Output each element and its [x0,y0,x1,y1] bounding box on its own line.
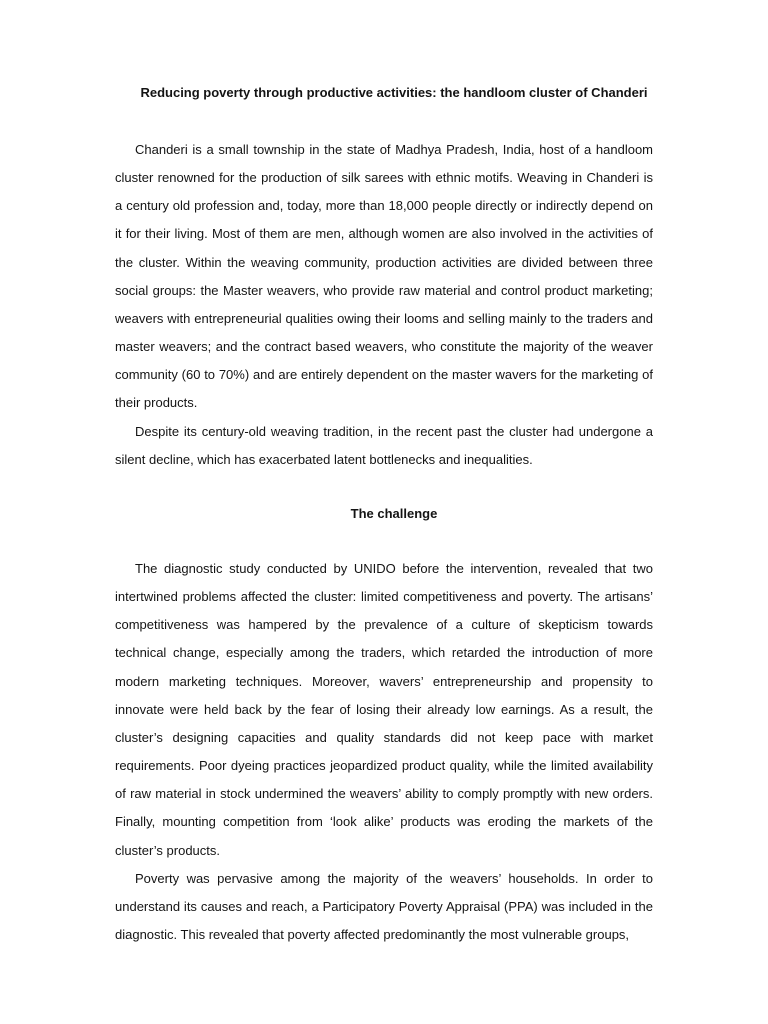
intro-paragraph-1: Chanderi is a small township in the state of Madhya Pradesh, India, host of a handloom cluster renowned for the production of silk sarees with ethnic motifs. Weaving in Chanderi is a century old profession and, today, more than 18,000 people directly or indirectly depend on it for their living. Most of them are men, although women are also involved in the activities of the cluster. Within the weaving community, production activities are divided between three social groups: the Master weavers, who provide raw material and control product marketing; weavers with entrepreneurial qualities owing their looms and selling mainly to the traders and master weavers; and the contract based weavers, who constitute the majority of the weaver community (60 to 70%) and are entirely dependent on the master wavers for the marketing of their products. [115,142,653,411]
intro-section [115,136,653,474]
document-title: Reducing poverty through productive activities: the handloom cluster of Chanderi [140,85,648,100]
challenge-section [115,555,653,949]
challenge-paragraph-1: The diagnostic study conducted by UNIDO before the intervention, revealed that two intertwined problems affected the cluster: limited competitiveness and poverty. The artisans’ competitiveness was hampered by the prevalence of a culture of skepticism towards technical change, especially among the traders, which retarded the introduction of more modern marketing techniques. Moreover, wavers’ entrepreneurship and propensity to innovate were held back by the fear of losing their already low earnings. As a result, the cluster’s designing capacities and quality standards did not keep pace with market requirements. Poor dyeing practices jeopardized product quality, while the limited availability of raw material in stock undermined the weavers’ ability to comply promptly with new orders. Finally, mounting competition from ‘look alike’ products was eroding the markets of the cluster’s products. [115,561,653,858]
challenge-paragraph-2: Poverty was pervasive among the majority of the weavers’ households. In order to understand its causes and reach, a Participatory Poverty Appraisal (PPA) was included in the diagnostic. This revealed that poverty affected predominantly the most vulnerable groups, [115,870,653,943]
intro-paragraph-2: Despite its century-old weaving tradition, in the recent past the cluster had undergone a silent decline, which has exacerbated latent bottlenecks and inequalities. [115,423,653,467]
section-heading-challenge: The challenge [350,506,438,521]
